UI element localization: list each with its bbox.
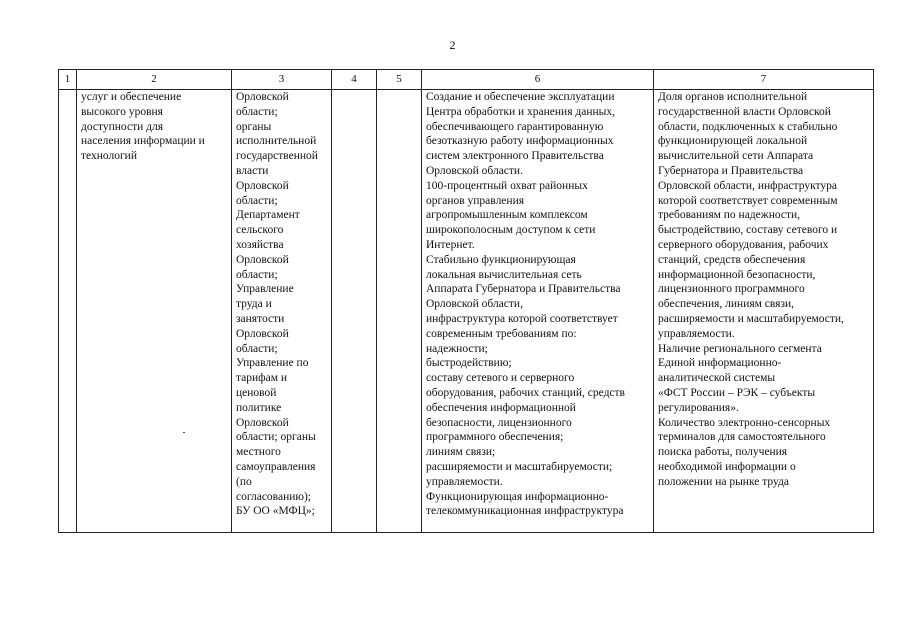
page-number: 2 — [449, 38, 456, 52]
service-description-text: услуг и обеспечение высокого уровня доступности для населения информации и технологий — [81, 91, 205, 163]
header-col-5: 5 — [377, 70, 422, 90]
table-header-row — [59, 70, 874, 90]
header-col-7: 7 — [654, 70, 874, 90]
header-col-4: 4 — [332, 70, 377, 90]
cell-col-4 — [332, 90, 377, 533]
header-col-2: 2 — [77, 70, 232, 90]
header-col-6: 6 — [422, 70, 654, 90]
cell-col-3 — [232, 90, 332, 533]
document-table — [58, 69, 874, 533]
header-col-1: 1 — [59, 70, 77, 90]
cell-col-1 — [59, 90, 77, 533]
cell-col-7 — [654, 90, 874, 533]
cell-col-2 — [77, 90, 232, 533]
cell-col-6 — [422, 90, 654, 533]
indicators-text: Доля органов исполнительной государственной власти Орловской области, подключенных к стабильно функционирующей локальной вычислительной сети Аппарата Губернатора и Правительства Орловской области, инфраструктура которой соответствует современным требованиям по надежности, быстродействию, составу сетевого и серверного оборудования, рабочих станций, средств обеспечения информационной безопасности, лицензионного программного обеспечения, линиям связи, расширяемости и масштабируемости, управляемости. Наличие регионального сегмента Единой информационно- аналитической системы «ФСТ России – РЭК – субъекты регулирования». Количество электронно-сенсорных терминалов для самостоятельного поиска работы, получения необходимой информации о положении на рынке труда — [658, 91, 844, 488]
expected-results-text: Создание и обеспечение эксплуатации Центра обработки и хранения данных, обеспечивающего гарантированную безотказную работу информационных систем электронного Правительства Орловской области. 100-процентный охват районных органов управления агропромышленным комплексом широкополосным доступом к сети Интернет. Стабильно функционирующая локальная вычислительная сеть Аппарата Губернатора и Правительства Орловской области, инфраструктура которой соответствует современным требованиям по: надежности; быстродействию; составу сетевого и серверного оборудования, рабочих станций, средств обеспечения информационной безопасности, лицензионного программного обеспечения; линиям связи; расширяемости и масштабируемости; управляемости. Функционирующая информационно- телекоммуникационная инфраструктура — [426, 91, 625, 518]
cell-col-5 — [377, 90, 422, 533]
scan-artifact-dot — [183, 432, 185, 433]
table-row — [59, 90, 874, 533]
header-col-3: 3 — [232, 70, 332, 90]
responsible-bodies-text: Орловской области; органы исполнительной государственной власти Орловской области; Департамент сельского хозяйства Орловской области; Управление труда и занятости Орловской области; Управление по тарифам и ценовой политике Орловской области; органы местного самоуправления (по согласованию); БУ ОО «МФЦ»; — [236, 91, 318, 518]
